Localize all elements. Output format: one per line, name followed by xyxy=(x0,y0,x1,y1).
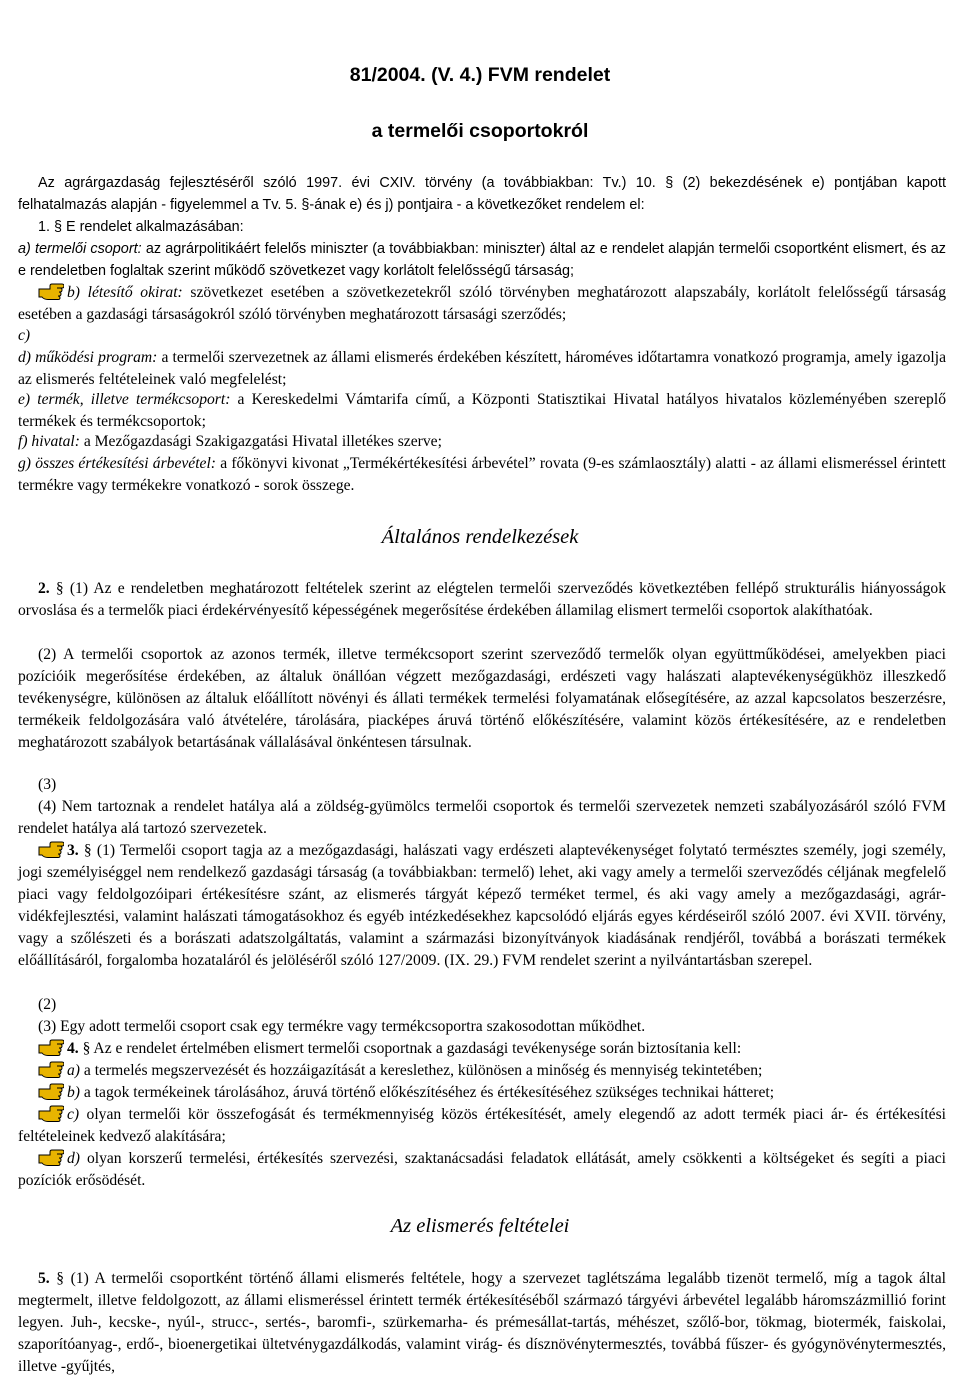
section-4-item-a: a) a termelés megszervezését és hozzáigazítását a kereslethez, különösen a minőség és mennyiség tekintetében; xyxy=(18,1060,946,1082)
section-2-paragraph-3: (3) xyxy=(38,776,57,793)
section-3-paragraph-3: (3) Egy adott termelői csoport csak egy termékre vagy termékcsoportra szakosodottan működhet. xyxy=(38,1018,646,1035)
definition-f: f) hivatal: a Mezőgazdasági Szakigazgatási Hivatal illetékes szerve; xyxy=(18,433,442,450)
pointing-hand-icon[interactable] xyxy=(38,1104,64,1122)
section-5-paragraph-1: 5. § (1) A termelői csoportként történő állami elismerés feltétele, hogy a szervezet taglétszáma legalább tizenöt termelő, míg a tagok által megtermelt, illetve feldolgozott, az állami elismeréssel érintett termék értékesítéséből származó tárgyévi árbevétel legalább háromszázmillió forint legyen. Juh-, kecske-, nyúl-, strucc-, sertés-, baromfi-, szürkemarha- és prémesállat-tartás, méhészet, szőlő-bor, tökmag, biotermék, faiskolai, szaporítóanyag-, erdő-, bioenergetikai ültetvénygazdálkodás, valamint virág- és dísznövénytermesztés, továbbá fűszer- és gyógynövénytermesztés, illetve -gyűjtés, xyxy=(18,1270,946,1375)
definition-e: e) termék, illetve termékcsoport: a Kereskedelmi Vámtarifa című, a Központi Statisztikai Hivatal hatályos hivatalos közleményében szereplő termékek és termékcsoportok; xyxy=(18,391,946,430)
section-2-paragraph-2: (2) A termelői csoportok az azonos termék, illetve termékcsoport szerint szerveződő termelők olyan együttműködései, amelyekben piaci pozícióik megerősítése érdekében, az általuk önállóan végzett mezőgazdasági, erdészeti vagy halászati alaptevékenységükhöz illeszkedő tevékenységre, különösen az általuk előállított növényi és állati termékek termelési folyamatának elősegítésére, az azzal kapcsolatos beszerzésre, termékeik feldolgozására való átvételére, tárolására, piacképes áruvá történő előkészítésére, valamint közös értékesítésére, az e rendeletben meghatározott szabályok betartásának vállalásával önkéntesen társulnak. xyxy=(18,646,946,751)
definition-a: a) termelői csoport: az agrárpolitikáért felelős miniszter (a továbbiakban: miniszter) által az e rendelet alapján termelői csoportként elismert, és az e rendeletben foglaltak szerint működő szövetkezet vagy korlátolt felelősségű társaság; xyxy=(18,241,946,279)
definition-b: b) létesítő okirat: szövetkezet esetében a szövetkezetekről szóló törvényben meghatározott alapszabály, korlátolt felelősségű társaság esetében a gazdasági társaságokról szóló törvényben meghatározott társasági szerződés; xyxy=(18,284,946,323)
section-4-item-b: b) a tagok termékeinek tárolásához, áruvá történő előkészítéséhez és értékesítéséhez szükséges technikai hátteret; xyxy=(18,1082,946,1104)
pointing-hand-icon[interactable] xyxy=(38,1038,64,1056)
section-3-paragraph-1: 3. § (1) Termelői csoport tagja az a mezőgazdasági, halászati vagy erdészeti alaptevékenységet folytató természtes személy, jogi személy, jogi személyiséggel nem rendelkező gazdasági társaság (a továbbiakban: termelő) lehet, aki vagy amely a termelői szerveződés céljának megfelelő piaci vagy feldolgozóipari értékesítésre szánt, az elismerés tárgyát képező terméket termel, és aki vagy amely a mezőgazdasági, agrár-vidékfejlesztési, valamint halászati támogatásokhoz és egyéb intézkedésekhez kapcsolódó eljárás egyes kérdéseiről szóló 2007. évi XVII. törvény, vagy a szőlészeti és a borászati adatszolgáltatás, valamint a származási bizonyítványok kiadásának rendjéről, továbbá a borászati termékek előállításáról, forgalomba hozataláról és jelöléséről szóló 127/2009. (IX. 29.) FVM rendelet szerint a nyilvántartásban szerepel. xyxy=(18,842,946,969)
section-2-paragraph-1: 2. § (1) Az e rendeletben meghatározott feltételek szerint az elégtelen termelői szerveződés következtében fellépő strukturális hiányosságok orvoslása és a termelők piaci érdekérvényesítő képességének megerősítése érdekében államilag elismert termelői csoportok alakíthatóak. xyxy=(18,580,946,619)
definition-g: g) összes értékesítési árbevétel: a főkönyvi kivonat „Termékértékesítési árbevétel” rovata (9-es számlaosztály) alatti - az állami elismeréssel érintett termékre vagy termékekre vonatkozó - sorok összege. xyxy=(18,455,946,494)
document-subtitle: a termelői csoportokról xyxy=(371,120,589,142)
pointing-hand-icon[interactable] xyxy=(38,1148,64,1166)
definition-d: d) működési program: a termelői szervezetnek az állami elismerés érdekében készített, hároméves időtartamra vonatkozó programja, amely igazolja az elismerés feltételeinek való megfelelést; xyxy=(18,349,946,388)
section-4-item-c: c) olyan termelői kör összefogását és termékmennyiség közös értékesítését, amely elegendő az adott termék piaci ár- és értékesítési feltételeinek kedvező alakítására; xyxy=(18,1106,946,1145)
pointing-hand-icon[interactable] xyxy=(38,1060,64,1078)
document-title: 81/2004. (V. 4.) FVM rendelet xyxy=(349,64,611,86)
section-4-lead: 4. § Az e rendelet értelmében elismert termelői csoportnak a gazdasági tevékenysége során biztosítania kell: xyxy=(18,1038,946,1060)
definition-c: c) xyxy=(18,327,31,344)
section-3-paragraph-2: (2) xyxy=(38,996,57,1013)
pointing-hand-icon[interactable] xyxy=(38,1082,64,1100)
section-1-lead: 1. § E rendelet alkalmazásában: xyxy=(38,219,244,235)
pointing-hand-icon[interactable] xyxy=(38,840,64,858)
pointing-hand-icon[interactable] xyxy=(38,282,64,300)
section-heading-general: Általános rendelkezések xyxy=(381,526,579,548)
preamble: Az agrárgazdaság fejlesztéséről szóló 1997. évi CXIV. törvény (a továbbiakban: Tv.) 10. § (2) bekezdésének e) pontjában kapott felhatalmazás alapján - figyelemmel a Tv. 5. §-ának e) és j) pontjaira - a következőket rendelem el: xyxy=(18,175,946,213)
section-2-paragraph-4: (4) Nem tartoznak a rendelet hatálya alá a zöldség-gyümölcs termelői csoportok és termelői szervezetek nemzeti szabályozásáról szóló FVM rendelet hatálya alá tartozó szervezetek. xyxy=(18,798,946,837)
section-heading-recognition: Az elismerés feltételei xyxy=(390,1215,570,1237)
section-4-item-d: d) olyan korszerű termelési, értékesítés szervezési, szaktanácsadási feladatok ellátását, amely csökkenti a költségeket és segíti a piaci pozíciók erősödését. xyxy=(18,1150,946,1189)
